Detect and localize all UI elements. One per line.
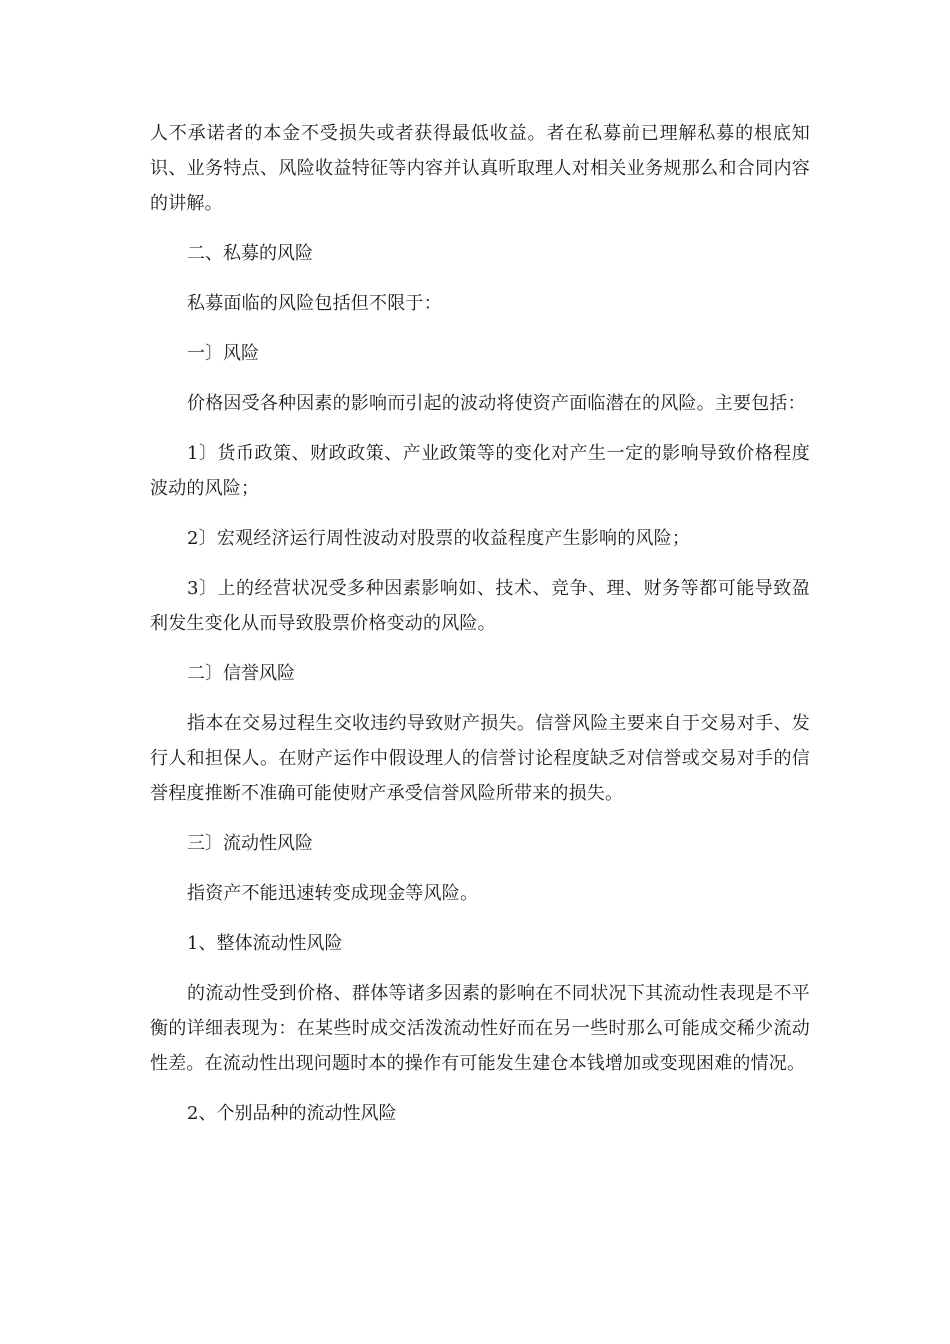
paragraph-continuation: 人不承诺者的本金不受损失或者获得最低收益。者在私募前已理解私募的根底知识、业务特点、风险收益特征等内容并认真听取理人对相关业务规那么和合同内容的讲解。 [150,123,810,214]
list-item: 3〕上的经营状况受多种因素影响如、技术、竞争、理、财务等都可能导致盈利发生变化从而导致股票价格变动的风险。 [150,578,810,634]
item-heading-individual-liquidity: 2、个别品种的流动性风险 [187,1103,397,1124]
subsection-heading-credit-risk: 二〕信誉风险 [187,663,295,684]
document-body [150,116,810,1146]
paragraph: 的流动性受到价格、群体等诸多因素的影响在不同状况下其流动性表现是不平衡的详细表现为：在某些时成交活泼流动性好而在另一些时那么可能成交稀少流动性差。在流动性出现问题时本的操作有可能发生建仓本钱增加或变现困难的情况。 [150,983,810,1074]
item-heading-overall-liquidity: 1、整体流动性风险 [187,933,343,954]
paragraph: 指本在交易过程生交收违约导致财产损失。信誉风险主要来自于交易对手、发行人和担保人。在财产运作中假设理人的信誉讨论程度缺乏对信誉或交易对手的信誉程度推断不准确可能使财产承受信誉风险所带来的损失。 [150,713,810,804]
subsection-heading-liquidity-risk: 三〕流动性风险 [187,833,313,854]
subsection-heading-market-risk: 一〕风险 [187,343,259,364]
section-heading-risks: 二、私募的风险 [187,243,313,264]
list-item: 1〕货币政策、财政政策、产业政策等的变化对产生一定的影响导致价格程度波动的风险； [150,443,810,499]
list-item: 2〕宏观经济运行周性波动对股票的收益程度产生影响的风险； [187,528,691,549]
paragraph: 价格因受各种因素的影响而引起的波动将使资产面临潜在的风险。主要包括： [187,393,806,414]
paragraph: 指资产不能迅速转变成现金等风险。 [187,883,479,904]
paragraph: 私募面临的风险包括但不限于： [187,293,442,314]
